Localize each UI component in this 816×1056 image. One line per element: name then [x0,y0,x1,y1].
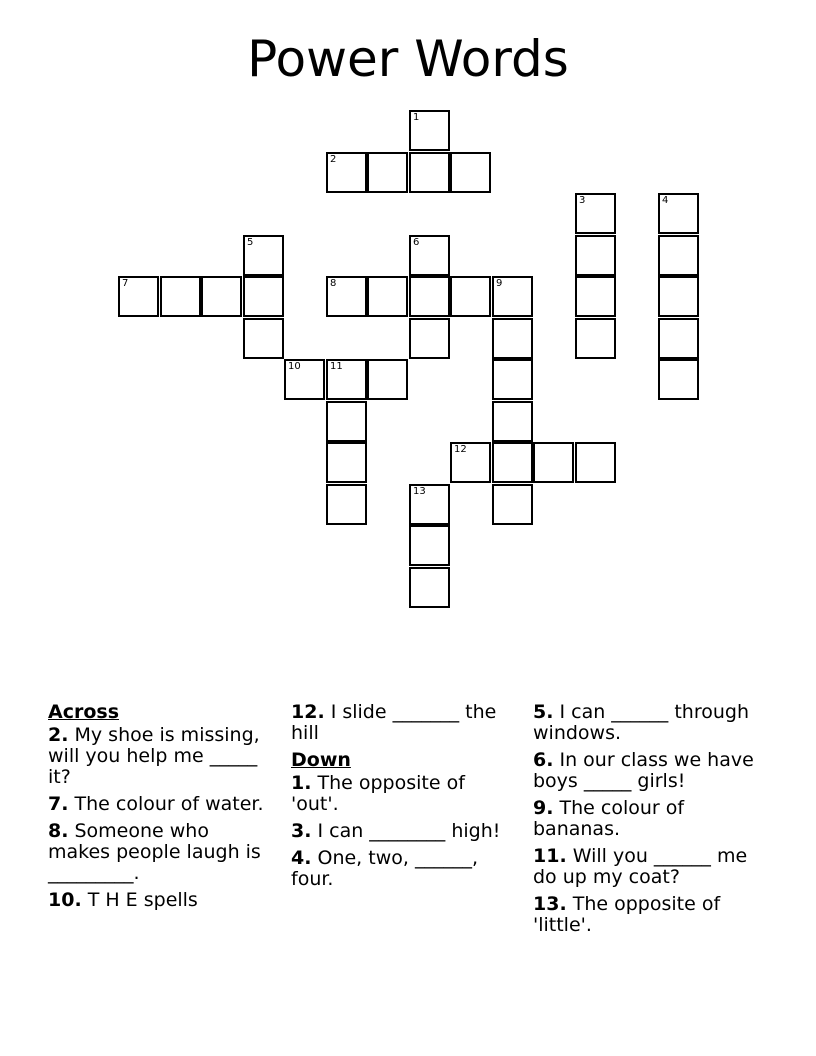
clue-item [533,702,773,744]
crossword-cell[interactable] [575,318,616,359]
cell-number: 7 [122,278,129,289]
cell-number: 10 [288,361,301,372]
cell-number: 11 [330,361,343,372]
clue-number: 6. [533,749,554,771]
crossword-cell[interactable] [658,193,699,234]
crossword-cell[interactable] [367,276,408,317]
clue-text: Someone who makes people laugh is _________. [48,820,261,884]
page-title: Power Words [247,30,569,88]
clue-item [291,848,513,890]
cell-number: 2 [330,154,337,165]
cell-number: 1 [413,112,420,123]
crossword-cell[interactable] [243,276,284,317]
clue-number: 11. [533,845,567,867]
clue-item [533,798,773,840]
clue-number: 10. [48,889,82,911]
clue-item [48,890,270,911]
clue-text: The colour of bananas. [533,797,685,840]
down-clue-list [291,773,513,890]
clue-item [291,773,513,815]
clue-text: I can ______ through windows. [533,701,750,744]
cell-number: 3 [579,195,586,206]
crossword-cell[interactable] [409,110,450,151]
crossword-cell[interactable] [492,359,533,400]
crossword-cell[interactable] [492,401,533,442]
crossword-cell[interactable] [409,235,450,276]
crossword-cell[interactable] [201,276,242,317]
cell-number: 4 [662,195,669,206]
crossword-cell[interactable] [367,152,408,193]
clue-number: 5. [533,701,554,723]
cell-number: 12 [454,444,467,455]
clue-item [533,846,773,888]
clue-item [48,794,270,815]
crossword-cell[interactable] [533,442,574,483]
crossword-cell[interactable] [658,235,699,276]
clue-text: My shoe is missing, will you help me _____ it? [48,724,260,788]
down-heading: Down [291,749,351,771]
crossword-cell[interactable] [450,442,491,483]
crossword-cell[interactable] [575,276,616,317]
clue-text: I slide _______ the hill [291,701,497,744]
clue-text: The opposite of 'out'. [291,772,465,815]
clue-text: The colour of water. [68,793,264,815]
crossword-cell[interactable] [409,567,450,608]
crossword-cell[interactable] [367,359,408,400]
cell-number: 8 [330,278,337,289]
crossword-cell[interactable] [326,484,367,525]
crossword-cell[interactable] [243,235,284,276]
crossword-cell[interactable] [326,276,367,317]
clue-text: Will you ______ me do up my coat? [533,845,748,888]
crossword-cell[interactable] [575,193,616,234]
crossword-cell[interactable] [160,276,201,317]
clue-item [533,750,773,792]
crossword-cell[interactable] [409,152,450,193]
clue-number: 9. [533,797,554,819]
across-heading: Across [48,701,120,723]
crossword-cell[interactable] [450,152,491,193]
clue-item [291,821,513,842]
cell-number: 6 [413,237,420,248]
crossword-cell[interactable] [492,318,533,359]
clue-text: In our class we have boys _____ girls! [533,749,754,792]
clue-text: I can ________ high! [311,820,501,842]
cell-number: 9 [496,278,503,289]
down-clue-list-continued [533,702,773,936]
crossword-cell[interactable] [658,318,699,359]
clue-item [48,725,270,788]
clue-number: 2. [48,724,69,746]
crossword-cell[interactable] [575,442,616,483]
crossword-cell[interactable] [326,401,367,442]
crossword-cell[interactable] [450,276,491,317]
across-clue-list [48,725,270,911]
crossword-cell[interactable] [658,359,699,400]
clue-number: 3. [291,820,312,842]
crossword-cell[interactable] [409,276,450,317]
clue-item [291,702,513,744]
cell-number: 5 [247,237,254,248]
crossword-cell[interactable] [575,235,616,276]
crossword-cell[interactable] [326,359,367,400]
crossword-cell[interactable] [326,152,367,193]
crossword-cell[interactable] [409,525,450,566]
crossword-cell[interactable] [284,359,325,400]
crossword-cell[interactable] [492,276,533,317]
crossword-cell[interactable] [658,276,699,317]
cell-number: 13 [413,486,426,497]
clue-text: The opposite of 'little'. [533,893,721,936]
crossword-cell[interactable] [243,318,284,359]
clue-number: 12. [291,701,325,723]
across-clue-list-continued [291,702,513,744]
clue-number: 13. [533,893,567,915]
crossword-cell[interactable] [118,276,159,317]
crossword-cell[interactable] [326,442,367,483]
clue-number: 7. [48,793,69,815]
clues-column-3 [533,702,773,942]
clue-number: 8. [48,820,69,842]
clue-number: 1. [291,772,312,794]
crossword-cell[interactable] [492,484,533,525]
crossword-cell[interactable] [409,318,450,359]
clue-text: T H E spells [81,889,198,911]
clue-number: 4. [291,847,312,869]
clue-text: One, two, ______, four. [291,847,478,890]
clues-column-2 [291,702,513,896]
crossword-cell[interactable] [492,442,533,483]
clue-item [48,821,270,884]
clues-column-1 [48,702,270,917]
clue-item [533,894,773,936]
crossword-cell[interactable] [409,484,450,525]
